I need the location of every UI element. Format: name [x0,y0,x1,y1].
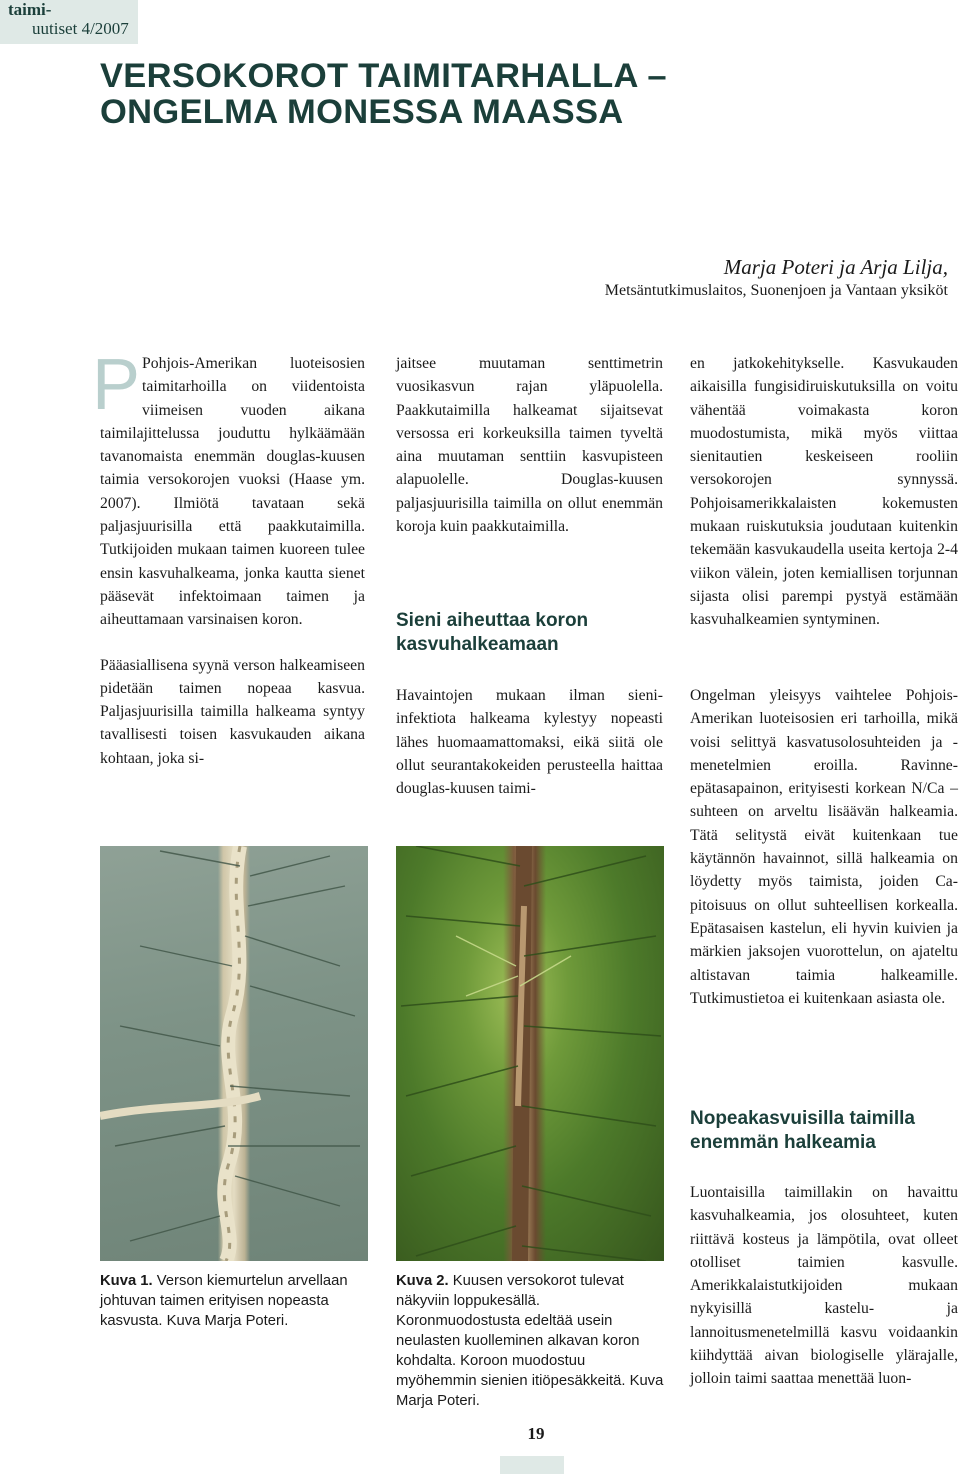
paragraph [92,345,365,632]
drop-cap: P [92,345,141,425]
photo-spruce-canker [396,846,664,1261]
paragraph-text: Pohjois-Amerikan luoteisosien taimitarhoilla on viidentoista viimeisen vuoden aikana taimilajittelussa jouduttu hylkäämään tavanomaista enemmän douglas-kuusen taimia versokorojen vuoksi (Haase ym. 2007). Ilmiötä tavataan sekä paljasjuurisilla että paakkutaimilla. Tutkijoiden mukaan taimen kuoreen tulee ensin kasvuhalkeama, jonka kautta sienet pääsevät infektoimaan taimen ja aiheuttamaan varsinaisen koron. [100,355,365,629]
publication-name [8,0,129,38]
footer-band [500,1456,564,1474]
column-1 [92,345,365,770]
figure-1-caption-text: Verson kiemurtelun arvellaan johtuvan taimen erityisen nopeasta kasvusta. Kuva Marja Poteri. [100,1273,348,1329]
spruce-illustration [396,846,664,1261]
figure-2-caption [396,1271,666,1411]
photo-seedling-stem [100,846,368,1261]
paragraph: en jatkokehitykselle. Kasvukauden aikaisilla fungisidiruiskutuksilla on voitu vähentää voimakasta koron muodostumista, mikä myös viittaa sienitautien keskeiseen rooliin versokorojen synnyssä. Pohjoisamerikkalaisten kokemusten mukaan ruiskutuksia joudutaan kuitenkin tekemään kasvukaudella useita kertoja 2-4 viikon välein, joten kemiallisen torjunnan sijasta olisi parempi pystyä estämään kasvuhalkeamien syntyminen. [690,355,958,629]
paragraph: Ongelman yleisyys vaihtelee Pohjois-Amerikan luoteisosien eri tarhoilla, mikä voisi selittyä kasvatusolosuhteiden ja -menetelmien eroilla. Ravinne-epätasapainon, erityisesti korkean N/Ca –suhteen on arveltu lisäävän halkeamia. Tätä selitystä eivät kuitenkaan tue käytännön havainnot, sillä halkeamia on löydetty myös taimista, joiden Ca-pitoisuus on ollut suhteellisen korkealla. Epätasaisen kastelun, eli hyvin kuivien ja märkien jaksojen vuorottelun, on ajateltu altistavan taimia halkeamille. Tutkimustietoa ei kuitenkaan asiasta ole. [690,687,958,1007]
column-3-continued [690,684,958,1010]
paragraph: Havaintojen mukaan ilman sieni-infektiota halkeama kylestyy nopeasti lähes huomaamattomaksi, eikä siitä ole ollut seurantakokeiden perusteella haittaa douglas-kuusen taimi- [396,687,663,798]
column-2 [396,352,663,538]
byline [605,254,948,302]
article-title-line2: ONGELMA MONESSA MAASSA [100,93,624,131]
publication-name-line1: taimi- [8,0,52,19]
stem-illustration [100,846,368,1261]
authors: Marja Poteri ja Arja Lilja, [723,255,948,279]
paragraph: Pääasiallisena syynä verson halkeamiseen pidetään taimen nopeaa kasvua. Paljasjuurisilla taimilla halkeama syntyy tavallisesti toisen kasvukauden aikana kohtaan, joka si- [100,656,365,767]
figure-2-label: Kuva 2. [396,1273,449,1289]
paragraph: Luontaisilla taimillakin on havaittu kasvuhalkeamia, jos olosuhteet, kuten riittävä kosteus ja lämpötila, ovat olleet otolliset taimien kasvulle. Amerikkalaistutkijoiden mukaan nykyisillä kastelu- ja lannoitusmenetelmillä kasvu voidaankin kiihdyttää aivan biologiselle ylärajalle, jolloin taimi saattaa menettää luon- [690,1184,958,1388]
article-title-line1: VERSOKOROT TAIMITARHALLA – [100,57,667,95]
article-title [100,58,920,130]
paragraph: jaitsee muutaman senttimetrin vuosikasvun rajan yläpuolella. Paakkutaimilla halkeamat sijaitsevat versossa eri korkeuksilla taimen tyveltä aina muutaman senttiin kasvupisteen alapuolelle. Douglas-kuusen paljasjuurisilla taimilla on ollut enemmän koroja kuin paakkutaimilla. [396,355,663,536]
figure-1-label: Kuva 1. [100,1273,153,1289]
subheading-fast-growing: Nopeakasvuisilla taimilla enemmän halkeamia [690,1108,915,1153]
figure-1-caption [100,1271,370,1331]
affiliation: Metsäntutkimuslaitos, Suonenjoen ja Vantaan yksiköt [604,282,948,299]
column-2-continued [396,684,663,800]
page-number: 19 [527,1424,545,1443]
publication-issue: uutiset 4/2007 [32,19,129,38]
subheading-fungus: Sieni aiheuttaa koron kasvuhalkeamaan [396,610,589,655]
figure-2-caption-text: Kuusen versokorot tulevat näkyviin loppukesällä. Koronmuodostusta edeltää usein neulasten kuolleminen alkavan koron kohdalta. Koroon muodostuu myöhemmin sienien itiöpesäkkeitä. Kuva Marja Poteri. [396,1273,664,1409]
column-3-final [690,1181,958,1391]
column-3 [690,352,958,632]
